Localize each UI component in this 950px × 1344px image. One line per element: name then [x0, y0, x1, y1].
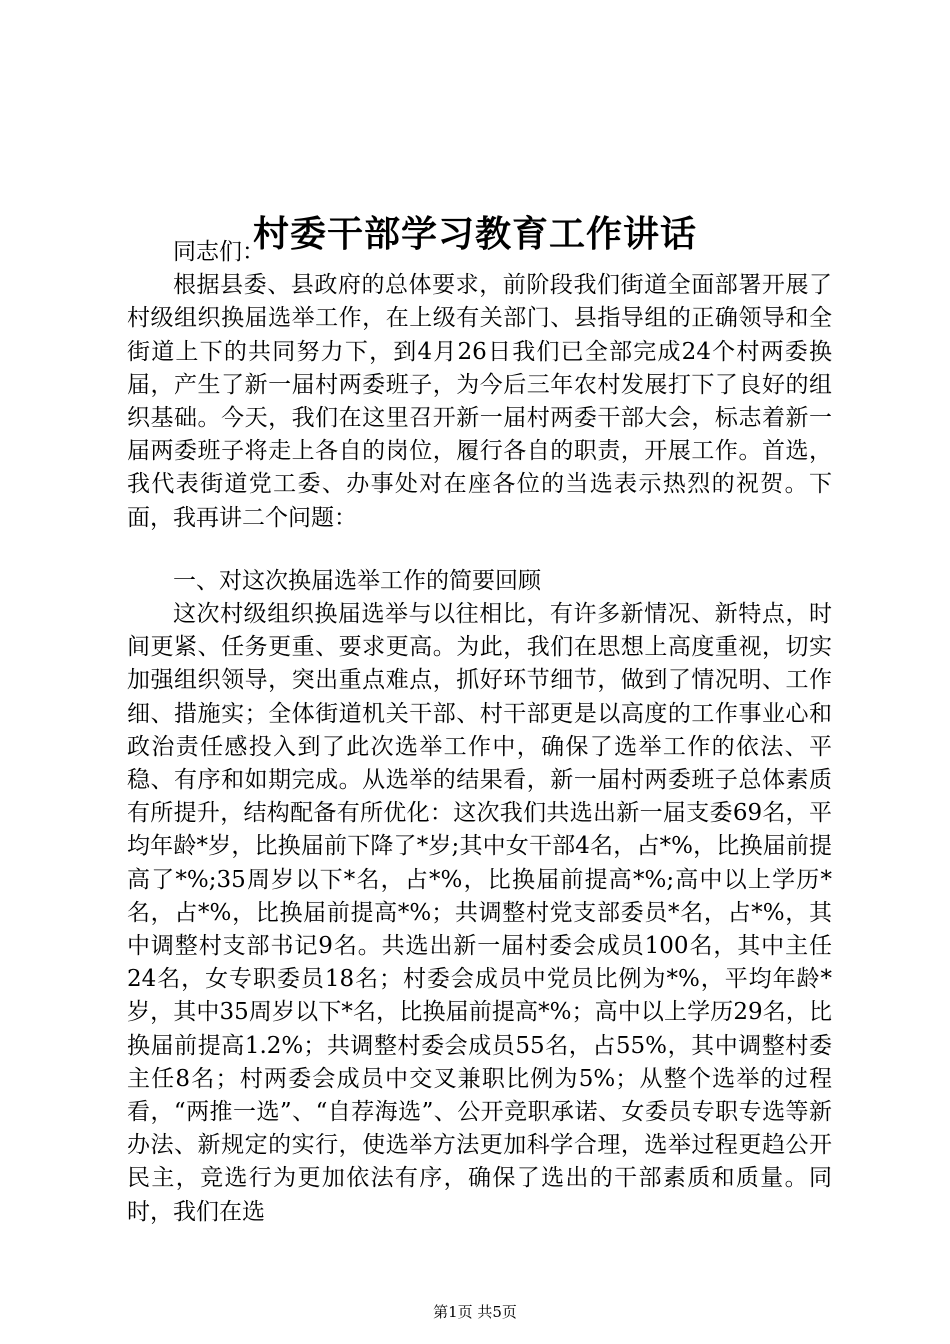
- page-footer: 第1页 共5页: [433, 1303, 517, 1321]
- document-title: 村委干部学习教育工作讲话: [252, 213, 697, 256]
- paragraph-intro: 根据县委、县政府的总体要求，前阶段我们街道全面部署开展了村级组织换届选举工作，在上级有关部门、县指导组的正确领导和全街道上下的共同努力下，到4月26日我们已全部完成24个村两委换届，产生了新一届村两委班子，为今后三年农村发展打下了良好的组织基础。今天，我们在这里召开新一届村两委干部大会，标志着新一届两委班子将走上各自的岗位，履行各自的职责，开展工作。首选，我代表街道党工委、办事处对在座各位的当选表示热烈的祝贺。下面，我再讲二个问题：: [127, 272, 832, 531]
- section-heading: 一、对这次换届选举工作的简要回顾: [173, 567, 541, 594]
- document-body: [127, 236, 832, 1229]
- paragraph-review: 这次村级组织换届选举与以往相比，有许多新情况、新特点，时间更紧、任务更重、要求更高。为此，我们在思想上高度重视，切实加强组织领导，突出重点难点，抓好环节细节，做到了情况明、工作细、措施实；全体街道机关干部、村干部更是以高度的工作事业心和政治责任感投入到了此次选举工作中，确保了选举工作的依法、平稳、有序和如期完成。从选举的结果看，新一届村两委班子总体素质有所提升，结构配备有所优化：这次我们共选出新一届支委69名，平均年龄*岁，比换届前下降了*岁;其中女干部4名，占*%，比换届前提高了*%;35周岁以下*名，占*%，比换届前提高*%;高中以上学历*名，占*%，比换届前提高*%；共调整村党支部委员*名，占*%，其中调整村支部书记9名。共选出新一届村委会成员100名，其中主任24名，女专职委员18名；村委会成员中党员比例为*%，平均年龄*岁，其中35周岁以下*名，比换届前提高*%；高中以上学历29名，比换届前提高1.2%；共调整村委会成员55名，占55%，其中调整村委主任8名；村两委会成员中交叉兼职比例为5%；从整个选举的过程看，“两推一选”、“自荐海选”、公开竞职承诺、女委员专职专选等新办法、新规定的实行，使选举方法更加科学合理，选举过程更趋公开民主，竞选行为更加依法有序，确保了选出的干部素质和质量。同时，我们在选: [127, 601, 832, 1225]
- salutation: 同志们：: [173, 239, 265, 265]
- paragraph-gap: [127, 535, 832, 565]
